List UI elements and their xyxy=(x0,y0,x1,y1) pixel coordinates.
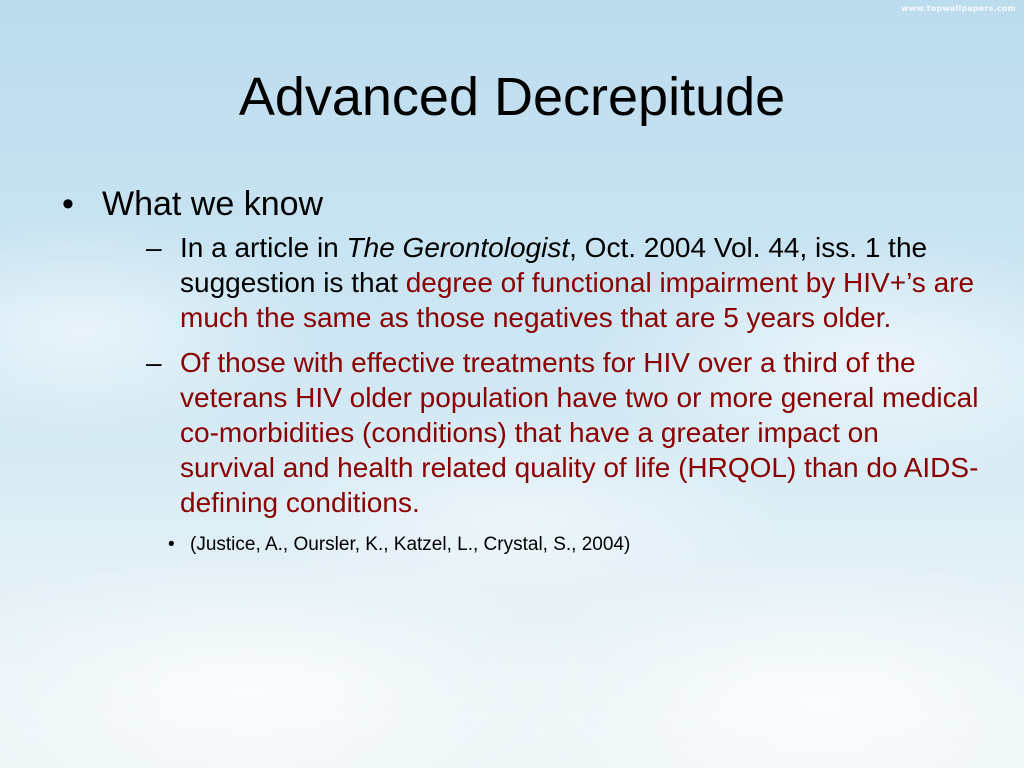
sub-bullet-veterans xyxy=(146,345,980,520)
bullet-text: What we know xyxy=(102,185,324,223)
dash-icon: – xyxy=(146,347,162,378)
slide-title: Advanced Decrepitude xyxy=(238,67,786,127)
sub-bullet-text-middle: , Oct. 2004 Vol. 44, iss. 1 the suggestion is that xyxy=(180,232,928,298)
bullet-what-we-know xyxy=(62,184,962,224)
sub-bullet-text: Of those with effective treatments for HIV over a third of the veterans HIV older population have two or more general medical co-morbidities (conditions) that have a greater impact on survival and health related quality of life (HRQOL) than do AIDS-defining conditions. xyxy=(180,347,979,518)
bullet-dot-icon: • xyxy=(168,534,175,555)
journal-name: The Gerontologist xyxy=(346,232,570,263)
slide-content xyxy=(62,184,979,558)
dash-icon: – xyxy=(146,232,162,263)
watermark: www.topwallpapers.com xyxy=(901,4,1016,13)
sub-bullet-gerontologist xyxy=(146,230,980,335)
sub-bullet-highlight: degree of functional impairment by HIV+’s are much the same as those negatives that are 5 years older. xyxy=(180,267,975,333)
sub-bullet-text-intro: In a article in xyxy=(180,232,347,263)
citation-text: (Justice, A., Oursler, K., Katzel, L., Crystal, S., 2004) xyxy=(190,534,631,555)
bullet-dot-icon: • xyxy=(62,185,74,223)
citation xyxy=(168,532,962,558)
